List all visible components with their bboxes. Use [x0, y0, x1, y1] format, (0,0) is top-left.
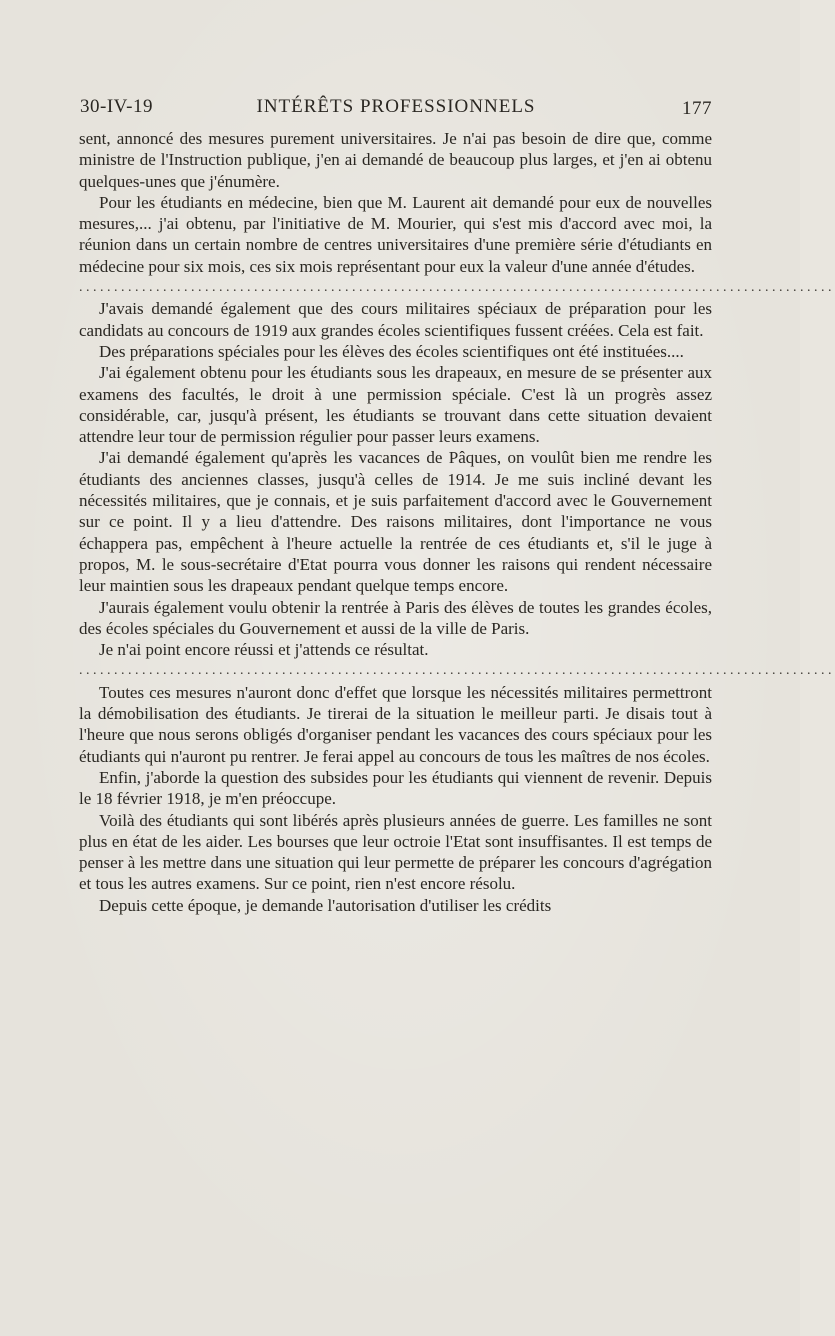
paragraph: Toutes ces mesures n'auront donc d'effet que lorsque les nécessités militaires permettront la démobilisation des étudiants. Je tirerai de la situation le meilleur parti. Je disais tout à l'heure que nous serons obligés d'organiser pendant les vacances des cours spéciaux pour les étudiants qui n'auront pu rentrer. Je ferai appel au concours de tous les maîtres de nos écoles. [79, 682, 712, 766]
running-header [80, 96, 712, 124]
paragraph: Voilà des étudiants qui sont libérés après plusieurs années de guerre. Les familles ne sont plus en état de les aider. Les bourses que leur octroie l'Etat sont insuffisantes. Il est temps de penser à les mettre dans une situation qui leur permette de préparer les concours d'agrégation et tous les autres examens. Sur ce point, rien n'est encore résolu. [79, 810, 712, 894]
paragraph: sent, annoncé des mesures purement universitaires. Je n'ai pas besoin de dire que, comme ministre de l'Instruction publique, j'en ai demandé de beaucoup plus larges, et j'en ai obtenu quelques-unes que j'énumère. [79, 129, 712, 191]
page-body [79, 128, 835, 916]
ellipsis-separator: ............................................................................................................ [79, 663, 835, 679]
paragraph: J'ai demandé également qu'après les vacances de Pâques, on voulût bien me rendre les étudiants des anciennes classes, jusqu'à celles de 1914. Je me suis incliné devant les nécessités militaires, que je connais, et je suis parfaitement d'accord avec le Gouvernement sur ce point. Il y a lieu d'attendre. Des raisons militaires, dont l'importance ne vous échappera pas, empêchent à l'heure actuelle la rentrée de ces étudiants et, s'il le juge à propos, M. le sous-secrétaire d'Etat pourra vous donner les raisons qui rendent nécessaire leur maintien sous les drapeaux pendant quelque temps encore. [79, 448, 712, 596]
paragraph: Des préparations spéciales pour les élèves des écoles scientifiques ont été instituées.... [99, 341, 684, 361]
header-date: 30-IV-19 [80, 96, 153, 117]
paragraph: Enfin, j'aborde la question des subsides pour les étudiants qui viennent de revenir. Depuis le 18 février 1918, je m'en préoccupe. [79, 767, 712, 809]
paragraph: J'avais demandé également que des cours militaires spéciaux de préparation pour les candidats au concours de 1919 aux grandes écoles scientifiques fussent créées. Cela est fait. [79, 299, 712, 340]
page-number: 177 [682, 98, 712, 119]
paragraph: Je n'ai point encore réussi et j'attends ce résultat. [99, 640, 429, 660]
header-title: INTÉRÊTS PROFESSIONNELS [256, 96, 536, 117]
paragraph: J'aurais également voulu obtenir la rentrée à Paris des élèves de toutes les grandes écoles, des écoles spéciales du Gouvernement et aussi de la ville de Paris. [79, 597, 712, 638]
paragraph: Depuis cette époque, je demande l'autorisation d'utiliser les crédits [99, 895, 552, 915]
paragraph: Pour les étudiants en médecine, bien que M. Laurent ait demandé pour eux de nouvelles mesures,... j'ai obtenu, par l'initiative de M. Mourier, qui s'est mis d'accord avec moi, la réunion dans un certain nombre de centres universitaires d'une première série d'étudiants en médecine pour six mois, ces six mois représentant pour eux la valeur d'une année d'études. [79, 192, 712, 276]
ellipsis-separator: ............................................................................................................ [79, 280, 835, 296]
paragraph: J'ai également obtenu pour les étudiants sous les drapeaux, en mesure de se présenter aux examens des facultés, le droit à une permission spéciale. C'est là un progrès assez considérable, car, jusqu'à présent, les étudiants se trouvant dans cette situation devaient attendre leur tour de permission régulier pour passer leurs examens. [79, 363, 712, 447]
